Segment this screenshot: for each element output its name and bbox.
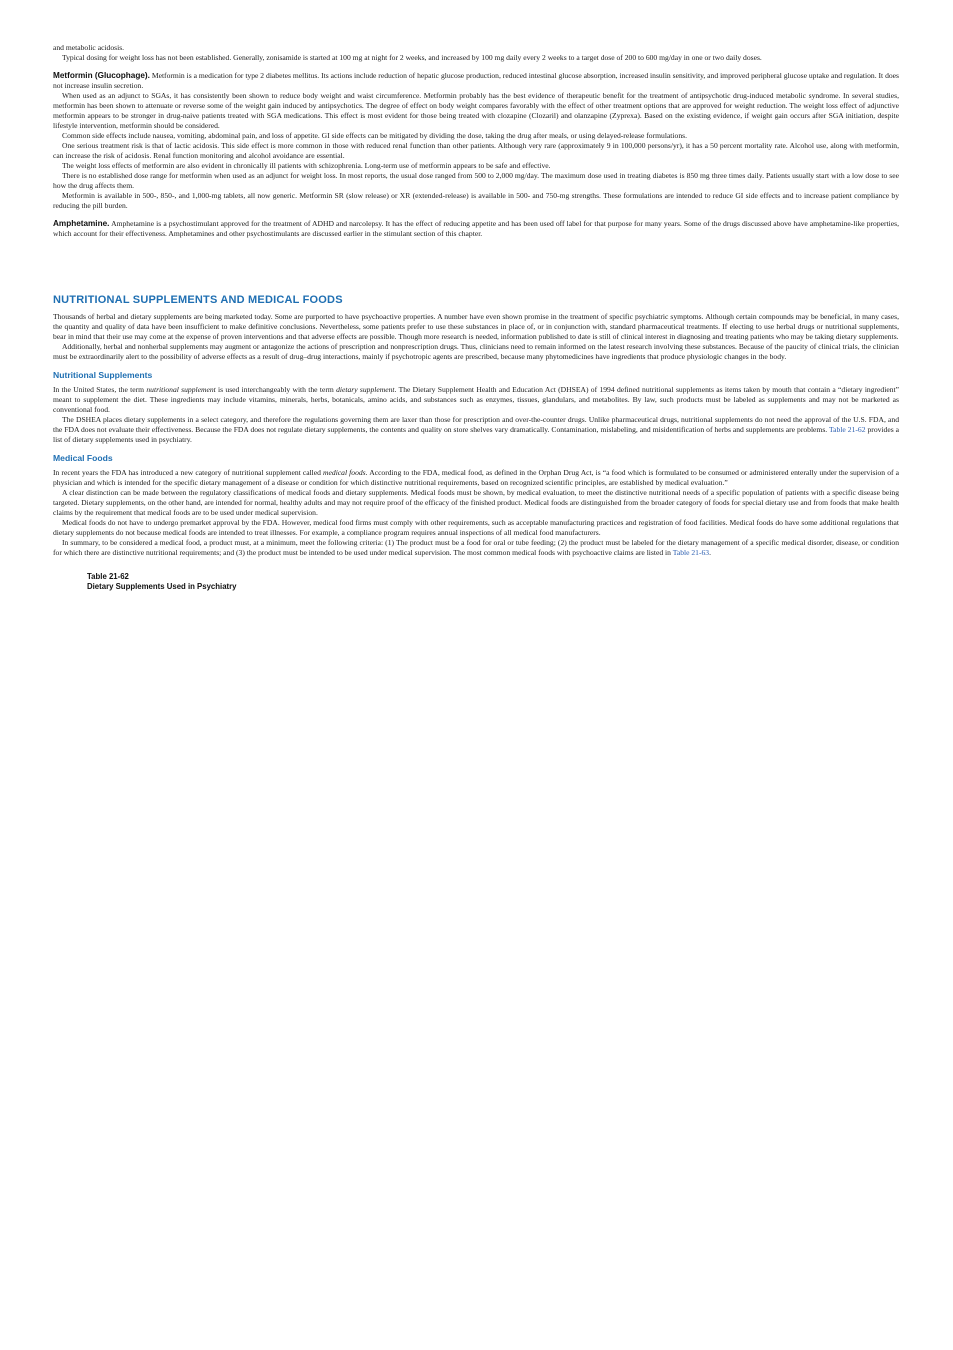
document-page [53, 43, 899, 592]
amphetamine-paragraph [53, 219, 899, 239]
paragraph: Additionally, herbal and nonherbal supplements may augment or antagonize the actions of prescription and nonprescription drugs. Thus, clinicians need to remain informed on the latest research involving these substances. Because of the paucity of clinical trials, the clinician must be extraordinarily alert to the possibility of adverse effects as a result of drug–drug interactions, mainly if psychotropic agents are prescribed, because many phytomedicines have ingredients that produce physiologic changes in the body. [53, 342, 899, 361]
run-in-heading: Metformin (Glucophage). [53, 71, 150, 80]
paragraph [53, 415, 899, 445]
paragraph [53, 468, 899, 488]
run-in-heading: Amphetamine. [53, 219, 110, 228]
paragraph: Metformin is available in 500-, 850-, and 1,000-mg tablets, all now generic. Metformin SR (slow release) or XR (extended-release) is available in 500- and 750-mg strengths. These formulations are intended to reduce GI side effects and to increase patient compliance by reducing the pill burden. [53, 191, 899, 210]
paragraph: The weight loss effects of metformin are also evident in chronically ill patients with schizophrenia. Long-term use of metformin appears to be safe and effective. [62, 161, 551, 170]
paragraph-text: Amphetamine is a psychostimulant approved for the treatment of ADHD and narcolepsy. It has the effect of reducing appetite and has been used off label for that purpose for many years. Some of the drugs discussed above have amphetamine-like properties, which account for their effectiveness. Amphetamines and other psychostimulants are discussed earlier in the stimulant section of this chapter. [53, 219, 899, 238]
italic-term: nutritional supplement [146, 385, 216, 394]
subsection-heading: Medical Foods [53, 453, 113, 463]
metformin-paragraph [53, 71, 899, 91]
table-caption [53, 572, 899, 592]
text-run: provides a list of dietary supplements used in psychiatry. [53, 425, 900, 444]
table-link[interactable]: Table 21-62 [829, 425, 866, 434]
text-run: In recent years the FDA has introduced a new category of nutritional supplement called [53, 468, 324, 477]
text-run: In summary, to be considered a medical food, a product must, at a minimum, meet the following criteria: (1) The product must be a food for oral or tube feeding; (2) the product must be labeled for the dietary management of a specific medical disorder, disease, or condition for which there are distinctive nutritional requirements; and (3) the product must be intended to be used under medical supervision. The most common medical foods with psychoactive claims are listed in [53, 538, 899, 557]
table-title: Dietary Supplements Used in Psychiatry [87, 582, 237, 591]
text-run: . [709, 548, 711, 557]
subsection-heading: Nutritional Supplements [53, 370, 153, 380]
paragraph: Typical dosing for weight loss has not been established. Generally, zonisamide is started at 100 mg at night for 2 weeks, and increased by 100 mg daily every 2 weeks to a target dose of 200 to 600 mg/day in one or two daily doses. [62, 53, 762, 62]
text-run: . According to the FDA, medical food, as defined in the Orphan Drug Act, is “a food which is formulated to be consumed or administered enterally under the supervision of a physician and which is intended for the specific dietary management of a disease or condition for which distinctive nutritional requirements, based on recognized scientific principles, are established by medical evaluation.” [53, 468, 899, 487]
paragraph-text: Metformin is a medication for type 2 diabetes mellitus. Its actions include reduction of hepatic glucose production, reduced intestinal glucose absorption, increased insulin sensitivity, and improved peripheral glucose uptake and regulation. It does not increase insulin secretion. [53, 71, 899, 90]
paragraph [53, 538, 899, 558]
text-run: In the United States, the term [53, 385, 147, 394]
paragraph: There is no established dose range for metformin when used as an adjunct for weight loss. In most reports, the usual dose ranged from 500 to 2,000 mg/day. The maximum dose used in treating diabetes is 850 mg three times daily. Patients usually start with a low dose to see how the drug affects them. [53, 171, 899, 190]
italic-term: medical foods [323, 468, 366, 477]
text-run: The DSHEA places dietary supplements in a select category, and therefore the regulations governing them are laxer than those for prescription and over-the-counter drugs. Unlike pharmaceutical drugs, nutritional supplements do not need the approval of the U.S. FDA, and the FDA does not evaluate their effectiveness. Because the FDA does not regulate dietary supplements, the contents and quality on store shelves vary dramatically. Contamination, mislabeling, and misidentification of herbs and supplements are problems. [53, 415, 899, 434]
section-heading: NUTRITIONAL SUPPLEMENTS AND MEDICAL FOODS [53, 294, 343, 306]
italic-term: dietary supplement [336, 385, 395, 394]
text-run: . The Dietary Supplement Health and Education Act (DHSEA) of 1994 defined nutritional supplements as items taken by mouth that contain a “dietary ingredient” meant to supplement the diet. These ingredients may include vitamins, minerals, herbs, botanicals, amino acids, and substances such as enzymes, tissues, glandulars, and metabolites. By law, such products must be labeled as supplements and may not be marketed as conventional food. [53, 385, 899, 414]
paragraph: When used as an adjunct to SGAs, it has consistently been shown to reduce body weight and waist circumference. Metformin probably has the best evidence of therapeutic benefit for the treatment of antipsychotic drug-induced metabolic syndrome. In several studies, metformin has been shown to attenuate or reverse some of the weight gain induced by antipsychotics. The degree of effect on body weight compares favorably with the effect of other treatment options that are approved for weight reduction. The weight loss effect of adjunctive metformin appears to be stronger in drug-naive patients treated with SGA medications. This effect is most evident for those being treated with clozapine (Clozaril) and olanzapine (Zyprexa). Based on the existing evidence, if weight gain occurs after SGA initiation, despite lifestyle intervention, metformin should be considered. [53, 91, 899, 130]
table-link[interactable]: Table 21-63 [672, 548, 710, 557]
paragraph: and metabolic acidosis. [53, 43, 125, 52]
text-run: is used interchangeably with the term [215, 385, 337, 394]
paragraph: Medical foods do not have to undergo premarket approval by the FDA. However, medical food firms must comply with other requirements, such as acceptable manufacturing practices and registration of food facilities. Medical foods do have some additional regulations that dietary supplements do not because medical foods are intended to treat illnesses. For example, a compliance program requires annual inspections of all medical food manufacturers. [53, 518, 899, 537]
paragraph [53, 385, 899, 415]
paragraph: Thousands of herbal and dietary supplements are being marketed today. Some are purported to have psychoactive properties. A number have even shown promise in the treatment of specific psychiatric symptoms. Although certain compounds may be beneficial, in many cases, the quantity and quality of data have been insufficient to make definitive conclusions. Nevertheless, some patients prefer to use these substances in place of, or in conjunction with, standard pharmaceutical treatments. If electing to use herbal drugs or nutritional supplements, bear in mind that their use may come at the expense of proven interventions and that adverse effects are possible. Though more research is needed, information published to date is still of clinical interest in diagnosing and treating patients who may be taking dietary supplements. [53, 312, 899, 341]
paragraph: Common side effects include nausea, vomiting, abdominal pain, and loss of appetite. GI side effects can be mitigated by dividing the dose, taking the drug after meals, or using delayed-release formulations. [62, 131, 687, 140]
table-number: Table 21-62 [87, 572, 129, 581]
paragraph: A clear distinction can be made between the regulatory classifications of medical foods and dietary supplements. Medical foods must be shown, by medical evaluation, to meet the distinctive nutritional needs of a specific population of patients with a specific disease being targeted. Dietary supplements, on the other hand, are intended for normal, healthy adults and may not require proof of the efficacy of the finished product. Medical foods are distinguished from the broader category of foods for special dietary use and from foods that make health claims by the requirement that medical foods are to be used under medical supervision. [53, 488, 899, 517]
paragraph: One serious treatment risk is that of lactic acidosis. This side effect is more common in those with reduced renal function than other patients. Although very rare (approximately 9 in 100,000 persons/yr), it has a 50 percent mortality rate. Alcohol use, along with metformin, can increase the risk of acidosis. Renal function monitoring and alcohol avoidance are essential. [53, 141, 899, 160]
